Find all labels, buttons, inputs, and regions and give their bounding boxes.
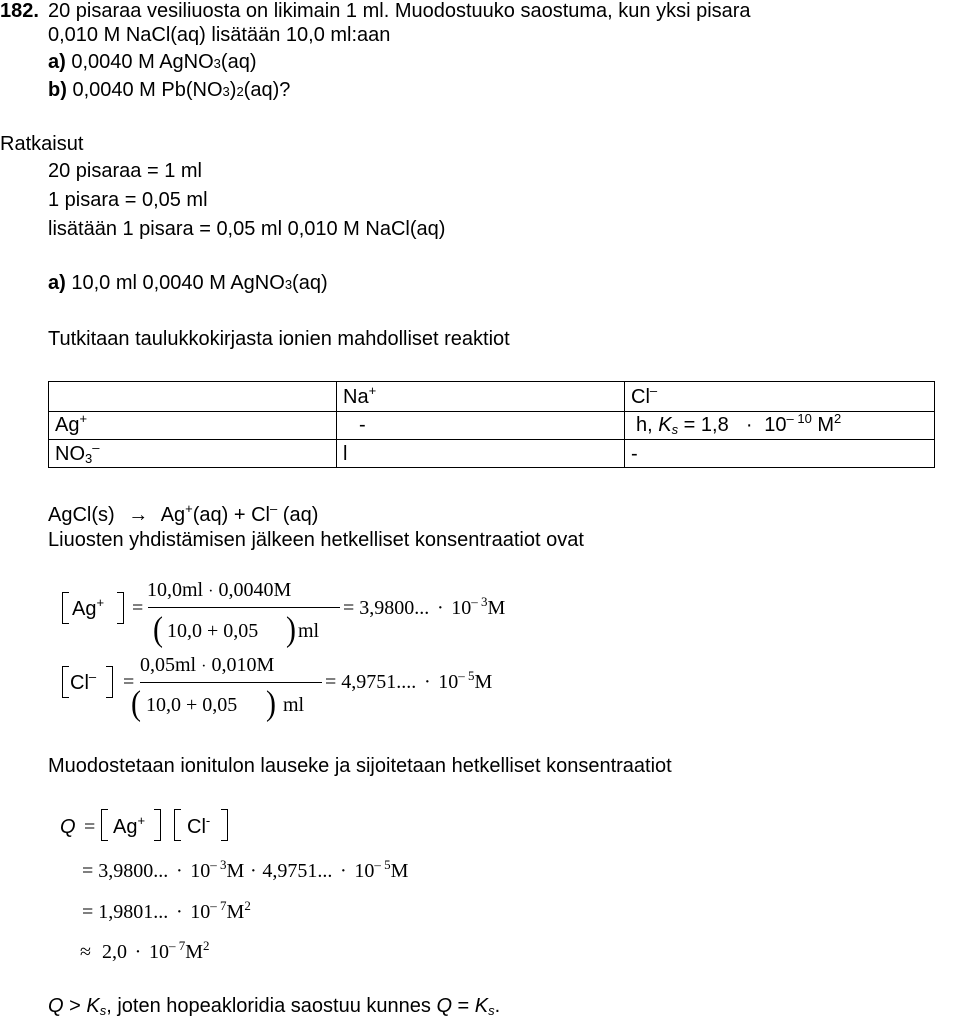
- option-b-sub2: 2: [236, 84, 244, 99]
- ag-fraction-bar: [148, 607, 340, 608]
- cl-paren-left: (: [131, 684, 141, 723]
- cl-bracket-left: [62, 666, 69, 698]
- option-a-label: a): [48, 51, 66, 73]
- problem-option-b: [48, 80, 290, 100]
- q-intro: Muodostetaan ionitulon lauseke ja sijoitetaan hetkelliset konsentraatiot: [48, 755, 672, 777]
- solution-part-a: [48, 273, 328, 293]
- option-b-mid: ): [229, 79, 237, 101]
- solution-a-text: 10,0 ml 0,0040 M AgNO: [71, 272, 285, 294]
- ag-den-unit: ml: [298, 620, 320, 642]
- problem-line-2: 0,010 M NaCl(aq) lisätään 10,0 ml:aan: [48, 24, 391, 46]
- cell-ag-cl: h, $K_s = 1,8 \cdot 10^{- 10}$ $M^2$: [636, 411, 842, 437]
- option-b-sub1: 3: [222, 84, 230, 99]
- solution-a-sub: 3: [284, 277, 293, 292]
- option-a-sub: 3: [213, 56, 221, 71]
- q-step-3: ≈ $2,0 \cdot 10^{- 7}M^2$: [80, 938, 210, 963]
- solution-a-label: a): [48, 272, 66, 294]
- concentration-intro: Liuosten yhdistämisen jälkeen hetkelliset konsentraatiot ovat: [48, 529, 584, 551]
- problem-line-1: 20 pisaraa vesiliuosta on likimain 1 ml. Muodostuuko saostuma, kun yksi pisara: [48, 0, 751, 22]
- solution-line-3: lisätään 1 pisara = 0,05 ml 0,010 M NaCl(aq): [48, 218, 446, 240]
- option-a-state: (aq): [220, 51, 257, 73]
- option-b-state: (aq)?: [243, 79, 291, 101]
- dissolution-equation: AgCl(s) → Ag+(aq) + Cl– (aq): [48, 501, 319, 526]
- problem-option-a: [48, 52, 256, 72]
- cell-no3-na: l: [343, 443, 348, 465]
- ag-paren-right: ): [286, 610, 296, 649]
- ag-bracket-left: [62, 592, 69, 624]
- table-header-row: [49, 382, 934, 412]
- option-b-text: 0,0040 M Pb(NO: [72, 79, 223, 101]
- ag-equals: =: [132, 597, 144, 619]
- arrow-icon: →: [128, 504, 149, 526]
- q-cl: Cl-: [187, 813, 211, 838]
- cl-result: = 4,9751.... · $10^{- 5}M$: [325, 668, 493, 693]
- solution-heading: Ratkaisut: [0, 133, 84, 155]
- row-label-no3: $NO_3^-$: [55, 440, 100, 466]
- cl-paren-right: ): [266, 684, 276, 723]
- cl-equals: =: [123, 671, 135, 693]
- q-equals: =: [84, 816, 96, 838]
- table-row-no3: [49, 439, 934, 468]
- solution-line-2: 1 pisara = 0,05 ml: [48, 189, 208, 211]
- solution-line-1: 20 pisaraa = 1 ml: [48, 160, 202, 182]
- table-intro: Tutkitaan taulukkokirjasta ionien mahdolliset reaktiot: [48, 328, 510, 350]
- option-b-label: b): [48, 79, 67, 101]
- problem-number: 182.: [0, 0, 39, 22]
- q-step-2: = 1,9801... · $10^{- 7}M^2$: [82, 898, 251, 923]
- q-ag: Ag+: [113, 813, 146, 838]
- cl-den-unit: ml: [283, 694, 305, 716]
- cl-ion: Cl–: [70, 669, 97, 694]
- option-a-text: 0,0040 M AgNO: [71, 51, 214, 73]
- cl-numerator: 0,05ml · 0,010M: [140, 654, 275, 676]
- ag-result: = 3,9800... · $10^{- 3}M$: [343, 594, 506, 619]
- q-cl-bracket-right: [221, 809, 228, 841]
- ag-denominator: 10,0 + 0,05: [167, 620, 259, 642]
- solution-a-state: (aq): [292, 272, 328, 294]
- header-na: Na+: [343, 383, 377, 408]
- ion-reaction-table: [48, 381, 935, 468]
- conclusion: $Q > K_s$, joten hopeakloridia saostuu kunnes $Q = K_s$.: [48, 995, 501, 1018]
- header-cl: Cl–: [631, 383, 658, 408]
- ag-paren-left: (: [153, 610, 163, 649]
- q-step-1: = 3,9800... · $10^{- 3}M \cdot 4,9751$... · $10^{- 5}M$: [82, 857, 409, 882]
- cl-bracket-right: [106, 666, 113, 698]
- row-label-ag: Ag+: [55, 411, 88, 436]
- ag-numerator: 10,0ml · 0,0040M: [147, 579, 292, 601]
- q-ag-bracket-left: [101, 809, 108, 841]
- cell-no3-cl: -: [631, 443, 638, 465]
- cl-denominator: 10,0 + 0,05: [146, 694, 238, 716]
- ag-ion: Ag+: [72, 595, 105, 620]
- ag-bracket-right: [117, 592, 124, 624]
- q-ag-bracket-right: [154, 809, 161, 841]
- cl-fraction-bar: [140, 682, 322, 683]
- q-cl-bracket-left: [174, 809, 181, 841]
- cell-ag-na: -: [359, 414, 366, 436]
- q-symbol: Q: [60, 816, 76, 838]
- table-row-ag: [49, 410, 934, 440]
- approx-icon: ≈: [80, 941, 91, 963]
